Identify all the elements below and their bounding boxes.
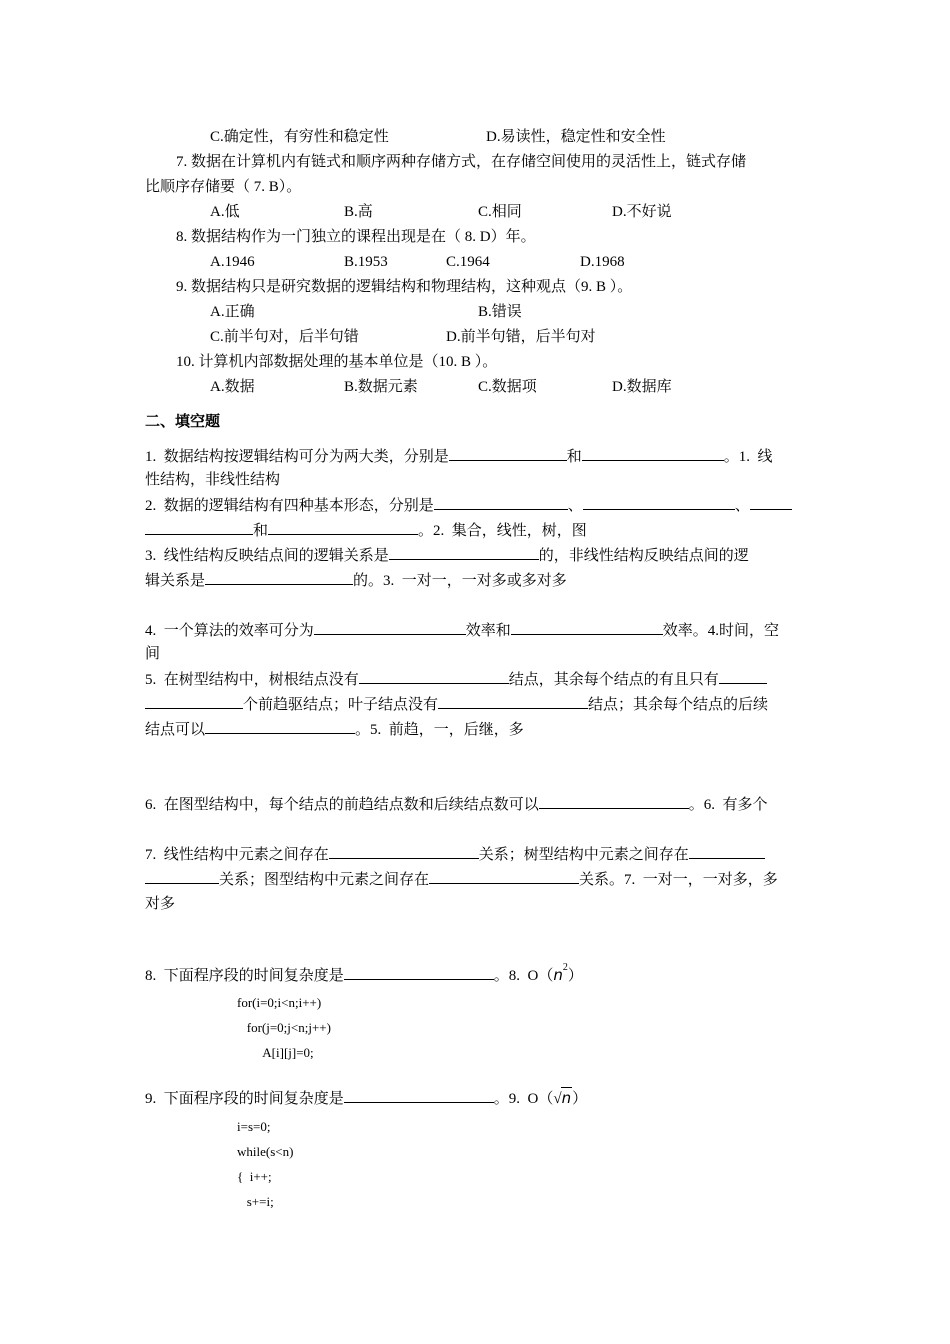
blank — [438, 694, 588, 709]
math-variable: n — [561, 1089, 572, 1107]
f9-line1: 9. 下面程序段的时间复杂度是 。9. O（√n） — [145, 1089, 588, 1107]
q9-stem: 9. 数据结构只是研究数据的逻辑结构和物理结构，这种观点（9. B ）。 — [176, 279, 633, 295]
f7-line3: 对多 — [145, 896, 176, 912]
f9-code-line2: while(s<n) — [237, 1144, 294, 1159]
f6-line1: 6. 在图型结构中，每个结点的前趋结点数和后续结点数可以 。6. 有多个 — [145, 794, 768, 815]
blank — [344, 1088, 494, 1103]
blank — [389, 545, 539, 560]
blank — [449, 446, 567, 461]
sqrt-icon: √ — [553, 1091, 562, 1107]
blank — [719, 669, 767, 684]
q10-option-b: B.数据元素 — [344, 379, 418, 395]
blank — [359, 669, 509, 684]
f3-line1: 3. 线性结构反映结点间的逻辑关系是 的，非线性结构反映结点间的逻 — [145, 545, 749, 566]
f9-code-line1: i=s=0; — [237, 1119, 271, 1134]
blank — [429, 869, 579, 884]
blank — [329, 844, 479, 859]
f9-code-line4: s+=i; — [237, 1194, 274, 1209]
f2-line1: 2. 数据的逻辑结构有四种基本形态，分别是 、 、 — [145, 495, 792, 516]
blank — [205, 570, 353, 585]
f5-line3: 结点可以 。5. 前趋，一，后继，多 — [145, 719, 524, 740]
blank — [145, 694, 243, 709]
q10-option-c: C.数据项 — [478, 379, 537, 395]
math-variable: n — [553, 966, 563, 984]
blank — [511, 620, 663, 635]
math-exponent: 2 — [562, 962, 568, 973]
f7-line1: 7. 线性结构中元素之间存在 关系；树型结构中元素之间存在 — [145, 844, 765, 865]
blank — [205, 719, 355, 734]
q8-option-a: A.1946 — [210, 254, 255, 270]
q7-option-a: A.低 — [210, 204, 240, 220]
blank — [434, 495, 568, 510]
q10-option-a: A.数据 — [210, 379, 255, 395]
q10-stem: 10. 计算机内部数据处理的基本单位是（10. B ）。 — [176, 354, 498, 370]
q6-option-c: C.确定性，有穷性和稳定性 — [210, 129, 389, 145]
f2-line2: 和 。2. 集合，线性，树，图 — [145, 520, 587, 541]
blank — [344, 965, 494, 980]
blank — [689, 844, 765, 859]
q9-option-d: D.前半句错，后半句对 — [446, 329, 596, 345]
section-heading-fill-in: 二、填空题 — [145, 414, 221, 430]
f1-line1: 1. 数据结构按逻辑结构可分为两大类，分别是 和 。1. 线 — [145, 446, 773, 467]
q7-stem-line1: 7. 数据在计算机内有链式和顺序两种存储方式，在存储空间使用的灵活性上，链式存储 — [176, 154, 747, 170]
f1-line2: 性结构，非线性结构 — [145, 472, 281, 488]
q8-option-b: B.1953 — [344, 254, 388, 270]
f5-line1: 5. 在树型结构中，树根结点没有 结点，其余每个结点的有且只有 — [145, 669, 767, 690]
q10-option-d: D.数据库 — [612, 379, 672, 395]
q8-option-c: C.1964 — [446, 254, 490, 270]
f3-line2: 辑关系是 的。3. 一对一，一对多或多对多 — [145, 570, 567, 591]
q7-option-d: D.不好说 — [612, 204, 672, 220]
blank — [583, 495, 735, 510]
f8-code-line3: A[i][j]=0; — [237, 1045, 314, 1060]
q9-option-b: B.错误 — [478, 304, 522, 320]
f8-code-line1: for(i=0;i<n;i++) — [237, 995, 322, 1010]
q7-option-c: C.相同 — [478, 204, 522, 220]
q7-option-b: B.高 — [344, 204, 373, 220]
blank — [145, 520, 253, 535]
q8-option-d: D.1968 — [580, 254, 625, 270]
f8-code-line2: for(j=0;j<n;j++) — [237, 1020, 331, 1035]
q9-option-a: A.正确 — [210, 304, 255, 320]
blank — [539, 794, 689, 809]
blank — [750, 495, 792, 510]
blank — [268, 520, 418, 535]
f5-line2: 个前趋驱结点；叶子结点没有 结点；其余每个结点的后续 — [145, 694, 768, 715]
blank — [582, 446, 724, 461]
f9-code-line3: { i++; — [237, 1169, 272, 1184]
q9-option-c: C.前半句对，后半句错 — [210, 329, 359, 345]
f4-line2: 间 — [145, 646, 161, 662]
f7-line2: 关系；图型结构中元素之间存在 关系。7. 一对一，一对多，多 — [145, 869, 778, 890]
f4-line1: 4. 一个算法的效率可分为 效率和 效率。4.时间，空 — [145, 620, 779, 641]
blank — [145, 869, 219, 884]
f8-line1: 8. 下面程序段的时间复杂度是 。8. $O(n^2)$ — [145, 962, 583, 984]
blank — [314, 620, 466, 635]
q6-option-d: D.易读性，稳定性和安全性 — [486, 129, 666, 145]
q7-stem-line2: 比顺序存储要（ 7. B）。 — [145, 179, 302, 195]
q8-stem: 8. 数据结构作为一门独立的课程出现是在（ 8. D）年。 — [176, 229, 536, 245]
